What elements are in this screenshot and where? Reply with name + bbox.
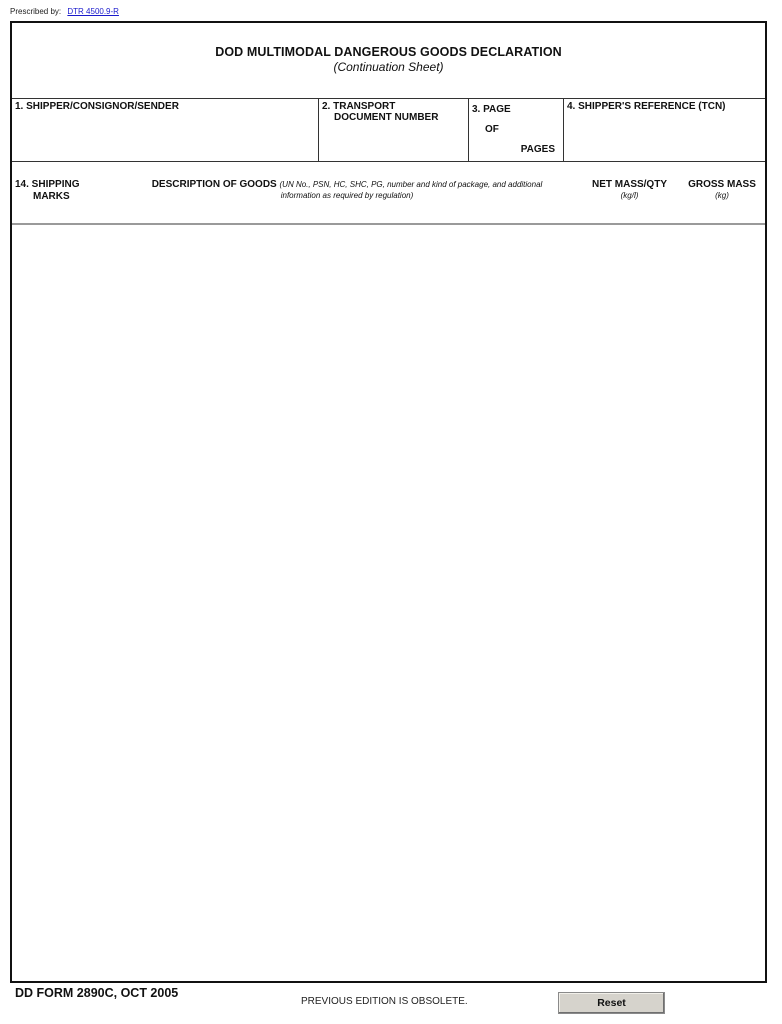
shipper-reference-label: 4. SHIPPER'S REFERENCE (TCN) [567,101,726,112]
shipping-marks-line1: 14. SHIPPING [15,179,80,190]
obsolete-notice: PREVIOUS EDITION IS OBSOLETE. [301,996,468,1007]
transport-label-line1: 2. TRANSPORT [322,101,396,112]
net-mass-label: NET MASS/QTY [591,179,667,190]
declaration-form [10,21,767,983]
form-title-block [12,23,765,99]
gross-mass-header [677,179,767,200]
of-label: OF [485,124,499,135]
shipping-marks-line2: MARKS [33,191,70,202]
shipper-field[interactable] [12,98,319,161]
transport-label-line2: DOCUMENT NUMBER [334,112,439,123]
goods-column-headers [12,161,765,225]
form-subtitle: (Continuation Sheet) [333,60,444,74]
shipping-marks-header [15,179,79,203]
shipper-label: 1. SHIPPER/CONSIGNOR/SENDER [15,101,179,112]
reset-button[interactable]: Reset [558,992,665,1014]
transport-document-field[interactable] [319,98,469,161]
form-title: DOD MULTIMODAL DANGEROUS GOODS DECLARATION [215,45,562,59]
description-header [122,179,572,201]
page-field[interactable] [469,98,564,161]
description-note-1: (UN No., PSN, HC, SHC, PG, number and kind of package, and additional [279,180,543,189]
goods-entry-area[interactable] [12,223,765,981]
page-label: 3. PAGE [472,104,511,115]
description-note-2: information as required by regulation) [280,191,414,200]
description-label: DESCRIPTION OF GOODS [151,179,277,190]
gross-mass-label: GROSS MASS [688,179,756,190]
form-identifier: DD FORM 2890C, OCT 2005 [15,986,179,1000]
prescribed-by [10,7,119,16]
net-mass-header [582,179,677,200]
header-fields-row [12,98,765,162]
regulation-link[interactable]: DTR 4500.9-R [67,7,119,16]
pages-label: PAGES [520,144,555,155]
prescribed-by-label: Prescribed by: [10,7,62,16]
shipper-reference-field[interactable] [564,98,765,161]
net-mass-unit: (kg/l) [620,191,639,200]
gross-mass-unit: (kg) [715,191,729,200]
